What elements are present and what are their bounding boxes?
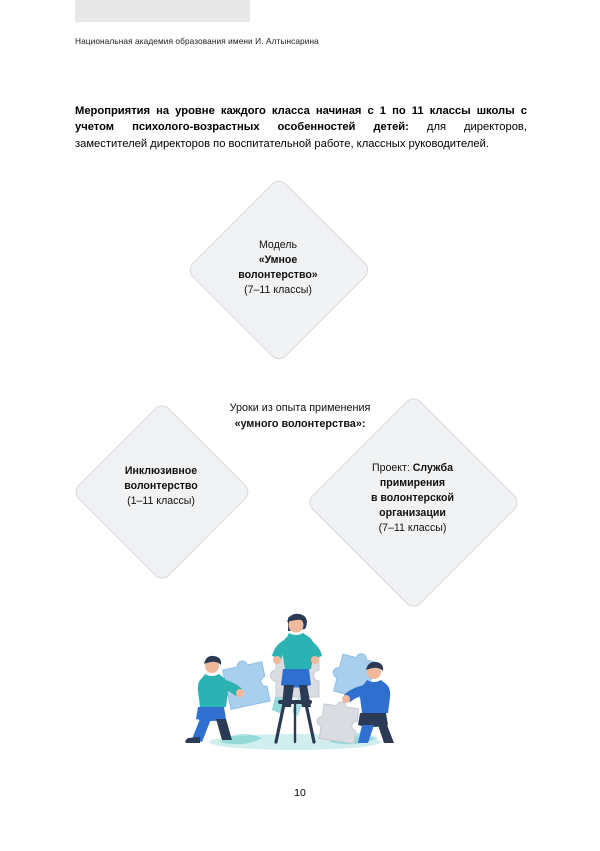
project-line-4: организации	[379, 507, 446, 520]
lessons-line-2: «умного волонтерства»:	[234, 418, 366, 431]
project-line-1-bold: Служба	[412, 462, 453, 474]
page-number: 10	[294, 787, 306, 799]
project-line-2: примирения	[379, 477, 446, 490]
inclusive-line-1: Инклюзивное	[124, 465, 198, 477]
project-line-1	[340, 461, 485, 476]
project-line-1-prefix: Проект:	[371, 462, 413, 474]
diagram-node-project-label	[340, 461, 485, 536]
inclusive-line-3: (1–11 классы)	[127, 495, 195, 508]
diagram-node-model-label	[218, 238, 338, 298]
diagram-node-inclusive-label	[100, 464, 222, 509]
model-line-2: «Умное	[258, 254, 298, 267]
model-line-1: Модель	[258, 239, 298, 251]
project-line-5: (7–11 классы)	[378, 522, 447, 535]
inclusive-line-2: волонтерство	[124, 480, 198, 493]
running-header: Национальная академия образования имени И. Алтынсарина	[75, 36, 319, 46]
scan-artifact-bar	[75, 0, 250, 22]
model-line-4: (7–11 классы)	[244, 284, 312, 297]
model-line-3: волонтерство»	[238, 269, 318, 282]
lessons-line-1: Уроки из опыта применения	[229, 402, 371, 414]
intro-bold-text: Мероприятия на уровне каждого класса начиная с 1 по 11 классы школы с учетом психолого-возрастных особенностей детей:	[75, 105, 527, 134]
project-line-3: в волонтерской	[370, 492, 455, 505]
intro-rest-text: для директоров, заместителей директоров по воспитательной работе, классных руководителей.	[75, 121, 527, 150]
puzzle-teamwork-illustration	[160, 592, 430, 757]
intro-paragraph	[75, 103, 527, 152]
